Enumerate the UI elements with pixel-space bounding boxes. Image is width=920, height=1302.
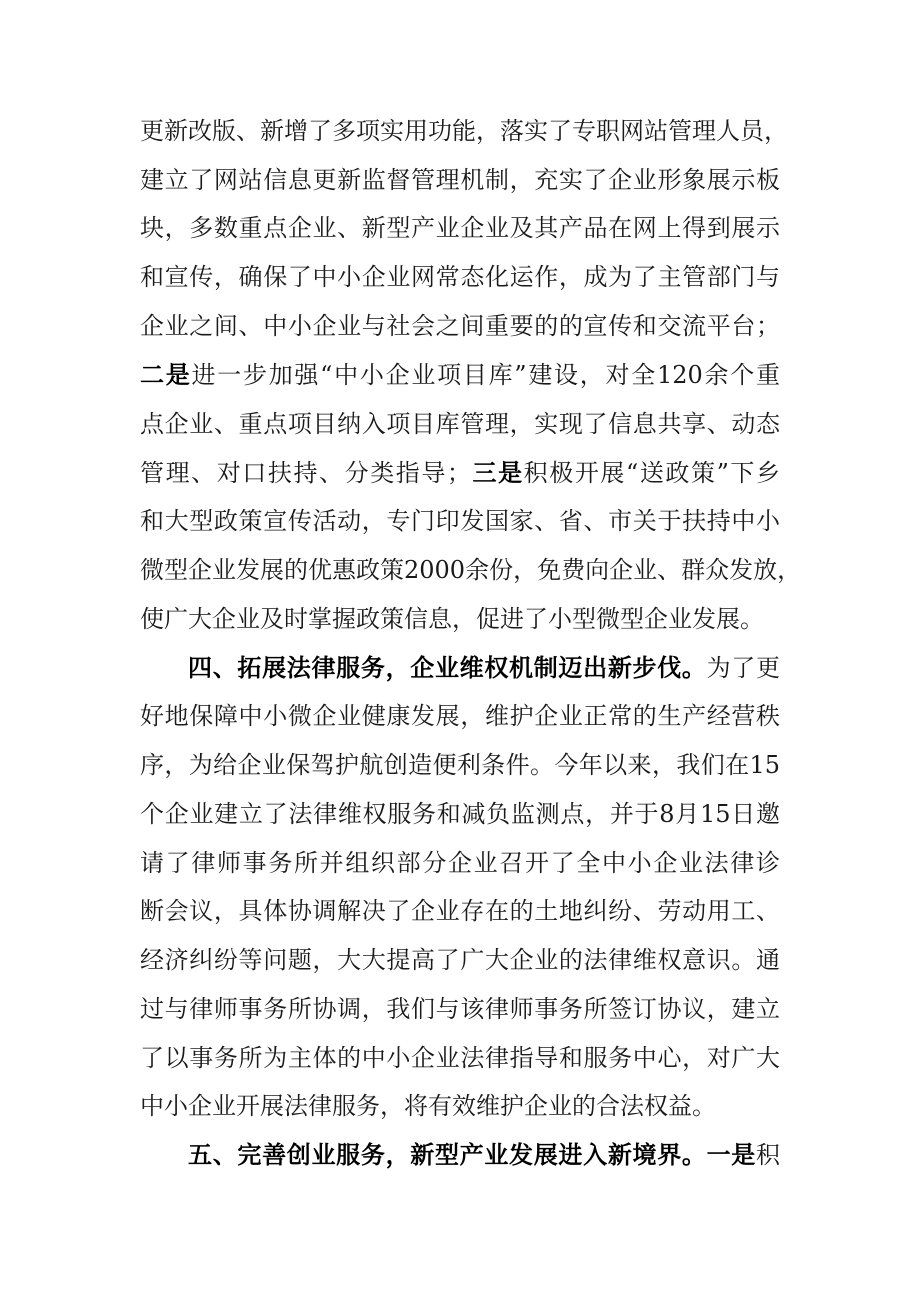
- text-segment: 序，为给企业保驾护航创造便利条件。今年以来，我们在15: [140, 751, 780, 779]
- text-line: [140, 306, 780, 346]
- text-line: [140, 501, 780, 541]
- text-segment: 更新改版、新增了多项实用功能，落实了专职网站管理人员，: [140, 117, 788, 145]
- text-segment: 微型企业发展的优惠政策2000余份，免费向企业、群众发放，: [140, 556, 802, 584]
- emphasis-text: 三是: [470, 458, 524, 487]
- text-line: [140, 940, 780, 980]
- text-segment: 请了律师事务所并组织部分企业召开了全中小企业法律诊: [140, 849, 780, 877]
- text-segment: 和大型政策宣传活动，专门印发国家、省、市关于扶持中小: [140, 507, 780, 535]
- text-segment: 为了更: [706, 654, 781, 682]
- text-line: [140, 599, 780, 639]
- text-segment: 经济纠纷等问题，大大提高了广大企业的法律维权意识。通: [140, 946, 780, 974]
- text-segment: 和宣传，确保了中小企业网常态化运作，成为了主管部门与: [140, 263, 780, 291]
- text-segment: 企业之间、中小企业与社会之间重要的的宣传和交流平台；: [140, 312, 780, 340]
- text-segment: 积极开展“送政策”下乡: [523, 459, 780, 487]
- text-segment: 过与律师事务所协调，我们与该律师事务所签订协议，建立: [140, 995, 780, 1023]
- text-segment: 点企业、重点项目纳入项目库管理，实现了信息共享、动态: [140, 410, 780, 438]
- text-line: [140, 111, 788, 151]
- text-segment: 了以事务所为主体的中小企业法律指导和服务中心，对广大: [140, 1044, 780, 1072]
- section-heading: 四、拓展法律服务，企业维权机制迈出新步伐。: [188, 653, 707, 682]
- emphasis-text: 二是: [140, 360, 192, 389]
- text-line: [140, 891, 780, 931]
- text-segment: 个企业建立了法律维权服务和减负监测点，并于8月15日邀: [140, 800, 780, 828]
- text-line: [140, 404, 780, 444]
- text-line: [140, 696, 780, 736]
- emphasis-text: 一是: [706, 1140, 757, 1169]
- section-heading: 五、完善创业服务，新型产业发展进入新境界。: [188, 1140, 707, 1169]
- text-line: [140, 453, 780, 493]
- text-segment: 进一步加强“中小企业项目库”建设，对全120余个重: [191, 361, 781, 389]
- text-segment: 使广大企业及时掌握政策信息，促进了小型微型企业发展。: [140, 605, 764, 633]
- text-segment: 中小企业开展法律服务，将有效维护企业的合法权益。: [140, 1092, 716, 1120]
- text-line: [140, 160, 780, 200]
- text-line: [140, 355, 780, 395]
- text-line: [140, 1086, 780, 1126]
- section-heading-line: [188, 1135, 780, 1175]
- text-line: [140, 550, 802, 590]
- text-segment: 管理、对口扶持、分类指导；: [140, 459, 471, 487]
- text-line: [140, 1038, 780, 1078]
- text-line: [140, 989, 780, 1029]
- text-segment: 建立了网站信息更新监督管理机制，充实了企业形象展示板: [140, 166, 780, 194]
- text-line: [140, 843, 780, 883]
- text-segment: 块，多数重点企业、新型产业企业及其产品在网上得到展示: [140, 214, 780, 242]
- text-segment: 好地保障中小微企业健康发展，维护企业正常的生产经营秩: [140, 702, 780, 730]
- text-line: [140, 208, 780, 248]
- text-segment: 断会议，具体协调解决了企业存在的土地纠纷、劳动用工、: [140, 897, 780, 925]
- section-heading-line: [188, 648, 780, 688]
- text-line: [140, 794, 780, 834]
- text-line: [140, 745, 780, 785]
- text-line: [140, 257, 780, 297]
- text-segment: 积: [756, 1141, 781, 1169]
